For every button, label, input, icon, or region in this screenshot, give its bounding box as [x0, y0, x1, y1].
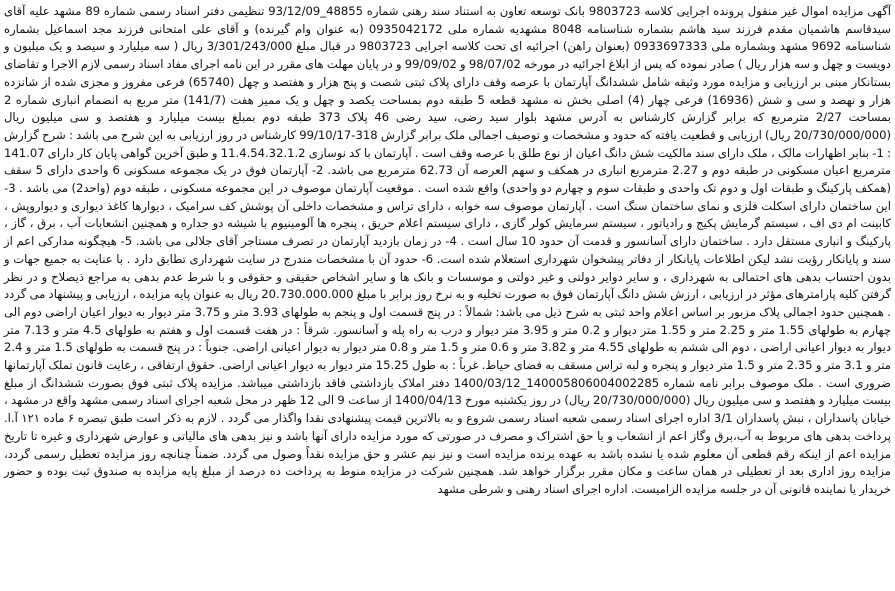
auction-notice-text: آگهی مزایده اموال غیر منقول پرونده اجرایی کلاسه 9803723 بانک توسعه تعاون به استناد سند رهنی شماره 48855_93/12/09 تنظیمی دفتر اسناد رسمی شماره 89 مشهد علیه آقای سیدقاسم هاشمیان مقدم فرزند سید هاشم بشماره شناسنامه 8048 مشهدیه شماره ملی 0935042172 (به عنوان وام گیرنده) و آقای علی امتحانی فرزند مجد اسماعیل بشماره شناسنامه 9692 مشهد وبشماره ملی 0933697333 (بعنوان راهن) اجرائیه ای تحت کلاسه اجرایی 9803723 در قبال مبلغ 3/301/243/000 ریال ( سه میلیارد و سیصد و یک میلیون و دویست و چهل و سه هزار ریال ) صادر نموده که پس از ابلاغ اجرائیه در مورخه 98/07/02 و 99/09/02 و در پایان مهلت های مقرر در این نامه اجرای مفاد اسناد رسمی لازم الاجرا و تقاضای بستانکار مبنی بر ارزیابی و مزایده مورد وثیقه شامل ششدانگ آپارتمان با عرصه وقف دارای پلاک ثبتی شصت و پنج هزار و هفتصد و چهل (65740) فرعی مفروز و مجزی شده از شانزده هزار و نهصد و سی و شش (16936) فرعی چهار (4) اصلی بخش نه مشهد قطعه 5 طبقه دوم بمساحت یکصد و چهل و یک ممیز هفت (141/7) متر مربع به انضمام انباری شماره 2 بمساحت 2/27 مترمربع که برابر گزارش کارشناس به آدرس مشهد بلوار سید رضی، سید رضی 46 پلاک 373 طبقه دوم بمبلغ بیست میلیارد و هفتصد و سی میلیون ریال (20/730/000/000 ریال) ارزیابی و قطعیت یافته که حدود و مشخصات و توصیف اجمالی ملک برابر گزارش 318-99/10/17 کارشناس در روز ارزیابی به این شرح می باشد : شرح گزارش : 1- بنابر اظهارات مالک ، ملک دارای سند مالکیت شش دانگ اعیان از نوع طلق با عرصه وقف است . آپارتمان با کد نوسازی 11.4.54.32.1.2 و طبق آخرین گواهی پایان کار دارای 141.07 مترمربع اعیان مسکونی در طبقه دوم و 2.27 مترمربع انباری در همکف و سهم العرصه آن 62.73 مترمربع می باشد. 2- آپارتمان فوق در یک مجموعه مسکونی 6 واحدی دارای 5 سقف (همکف پارکینگ و طبقات اول و دوم تک واحدی و طبقات سوم و چهارم دو واحدی) واقع شده است . موقعیت آپارتمان موصوف در این مجموعه مسکونی ، طبقه دوم (واحد2) می باشد . 3- این ساختمان دارای اسکلت فلزی و نمای ساختمان سنگ است . آپارتمان موصوف سه خوابه ، دارای تراس و مشخصات داخلی آن پوشش کف سرامیک ، دیوارها کاغذ دیواری و دیواروپش ، کابینت ام دی اف ، سیستم گرمایش پکیج و رادیاتور ، سیستم سرمایش کولر گازی ، دارای سیستم اعلام حریق ، پنجره ها آلومینیوم با شیشه دو جداره و همچنین انشعابات آب ، برق ، گاز ، پارکینگ و انباری مستقل دارد . ساختمان دارای آسانسور و قدمت آن حدود 10 سال است . 4- در زمان بازدید آپارتمان در تصرف مستاجر آقای جلالی می باشد. 5- هیچگونه مدارکی اعم از سند و پایانکار رؤیت نشد لیکن اطلاعات پایانکار از دفاتر پیشخوان شهرداری استعلام شده است. 6- حدود آن با مشخصات مندرج در سایت شهرداری تطابق دارد . با عنایت به جمیع جهات و بدون احتساب بدهی های احتمالی به شهرداری ، و سایر دوایر دولتی و غیر دولتی و موسسات و بانک ها و سایر اشخاص حقیقی و حقوقی و با شرط عدم بدهی به مراجع ذیصلاح و در نظر گرفتن کلیه پارامترهای مؤثر در ارزیابی ، ارزش شش دانگ آپارتمان فوق به صورت تخلیه و به نرخ روز برابر با مبلغ 20.730.000.000 ریال به عنوان پایه مزایده ، ارزیابی و پیشنهاد می گردد . همچنین حدود اجمالی پلاک مزبور بر اساس اعلام واحد ثبتی به شرح ذیل می باشد: شمالاً : در پنج قسمت اول و پنجم به طولهای 3.93 متر و 3.75 متر دیوار به دیوار اعیان اراضی دوم الی چهارم به طولهای 1.55 متر و 2.25 متر و 1.55 متر دیوار و 0.2 متر و 3.95 متر دیوار و درب به راه پله و آسانسور. شرقاً : در هفت قسمت اول و هفتم به طولهای 4.5 متر و 7.13 متر دیوار به دیوار اعیانی اراضی ، دوم الی ششم به طولهای 4.55 متر و 3.82 متر و 0.6 متر و 1.5 متر و 0.8 متر دیوار به دیوار اعیانی اراضی. جنوباً : در پنج قسمت به طولهای 1.5 متر و 2.4 متر و 3.1 متر و 2.35 متر و 1.5 متر دیوار و پنجره و لبه تراس مسقف به فضای حیاط. غرباً : به طول 15.25 متر دیوار به دیوار اعیانی اراضی. حقوق ارتفاقی ، رعایت قانون تملک آپارتمانها ضروری است . ملک موصوف برابر نامه شماره 140005806004002285_1400/03/12 دفتر املاک بازداشتی فاقد بازداشتی میباشد. مزایده پلاک ثبتی فوق بصورت ششدانگ از مبلغ بیست میلیارد و هفتصد و سی میلیون ریال (20/730/000/000 ریال) در روز یکشنبه مورخ 1400/04/13 از ساعت 9 الی 12 ظهر در محل شعبه اجرای اسناد رسمی مشهد واقع در مشهد ، خیابان پاسداران ، نبش پاسداران 3/1 اداره اجرای اسناد رسمی شعبه اسناد رسمی شروع و به بالاترین قیمت پیشنهادی نقدا واگذار می گردد . لازم به ذکر است طبق تبصره ۶ ماده ۱۲۱ آ.ا. پرداخت بدهی های مربوط به آب،برق وگاز اعم از انشعاب و یا حق اشتراک و مصرف در صورتی که مورد مزایده دارای آنها باشد و نیز بدهی های مالیاتی و عوارض شهرداری و غیره تا تاریخ مزایده اعم از اینکه رقم قطعی آن معلوم شده یا نشده باشد به عهده برنده مزایده است و نیز نیم عشر و حق مزایده نقداً وصول می گردد. ضمناً چنانچه روز مزایده تعطیل رسمی گردد، مزایده روز اداری بعد از تعطیلی در همان ساعت و مکان مقرر برگزار خواهد شد. همچنین شرکت در مزایده منوط به پرداخت ده درصد از مبلغ پایه مزایده به صندوق ثبت بوده و حضور خریدار یا نماینده قانونی آن در جلسه مزایده الزامیست. اداره اجرای اسناد رهنی و شرطی مشهد	[4, 4, 892, 496]
